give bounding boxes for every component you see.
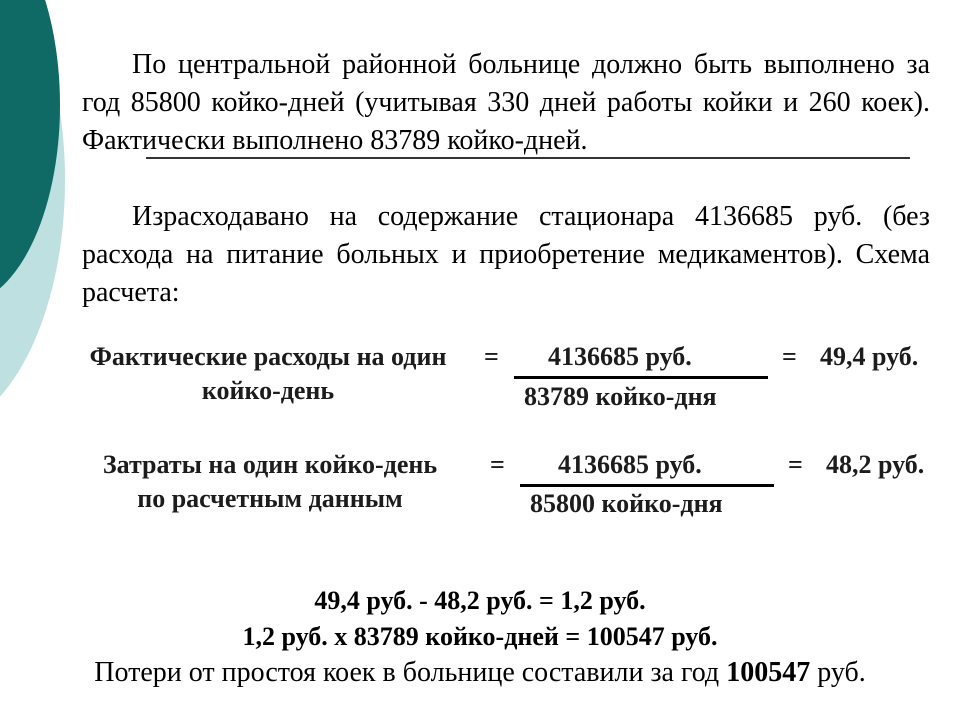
- formula2-numerator: 4136685 руб.: [558, 450, 702, 479]
- formula1-numerator: 4136685 руб.: [548, 342, 692, 371]
- summary-difference: 49,4 руб. - 48,2 руб. = 1,2 руб.: [314, 586, 646, 615]
- conclusion-value: 100547: [726, 657, 811, 688]
- intro-paragraph-1: По центральной районной больнице должно быть выполнено за год 85800 койко-дней (учитывая 330 дней работы койки и 260 коек). Фактически выполнено 83789 койко-дней.: [82, 49, 930, 156]
- formula1-equals-2: =: [782, 342, 797, 371]
- formula2-equals-1: =: [490, 450, 505, 479]
- conclusion-unit: руб.: [810, 657, 866, 688]
- formula2-result: 48,2 руб.: [826, 450, 925, 479]
- formula1-denominator: 83789 койко-дня: [524, 382, 717, 411]
- formula2-denominator: 85800 койко-дня: [530, 489, 723, 518]
- formula2-equals-2: =: [788, 450, 803, 479]
- formula2-label: Затраты на один койко-день по расчетным данным: [102, 450, 438, 513]
- conclusion-text: Потери от простоя коек в больнице составили за год: [94, 657, 727, 688]
- summary-multiplication: 1,2 руб. х 83789 койко-дней = 100547 руб.: [242, 622, 718, 651]
- formula1-equals-1: =: [484, 342, 499, 371]
- intro-paragraph-2: Израсходавано на содержание стационара 4136685 руб. (без расхода на питание больных и приобретение медикаментов). Схема расчета:: [82, 201, 930, 308]
- summary-conclusion: [0, 656, 960, 690]
- formula1-result: 49,4 руб.: [820, 342, 919, 371]
- formula1-label: Фактические расходы на один койко-день: [89, 342, 447, 405]
- formula1-fraction-line: [514, 376, 768, 379]
- underline-rule: [146, 157, 910, 159]
